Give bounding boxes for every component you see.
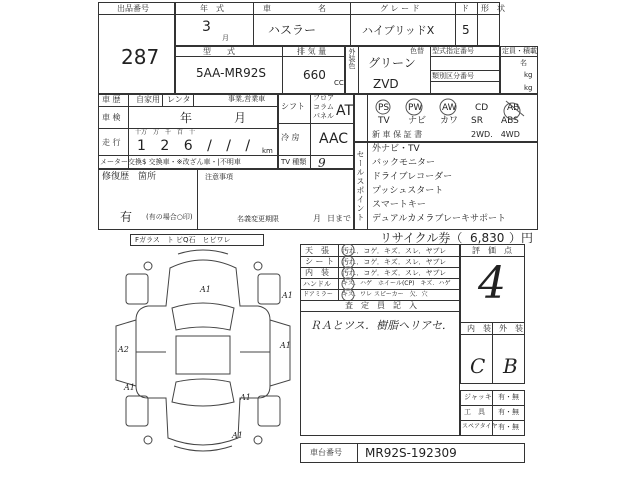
equip-pw: PW [408, 103, 423, 113]
gaiso-label-2: 外 装 [499, 324, 523, 333]
month-unit: 月 [222, 34, 229, 42]
shift-value: AT [336, 103, 354, 119]
car-name: ハスラー [268, 23, 317, 37]
hyoka-score: 4 [478, 258, 506, 309]
sales-point-item: プッシュスタート [372, 186, 444, 196]
glass-label: Fガラス ト ビQ石 ヒビワレ [135, 236, 231, 244]
sateii-note: ＲＡとツス．樹脂ヘリアセ． [310, 319, 453, 332]
kg-unit-1: kg [524, 71, 533, 79]
headlight [254, 262, 262, 270]
kg-unit-2: kg [524, 84, 533, 92]
recycle-label: リサイクル券（ [380, 231, 463, 245]
meigi-month: 月 [313, 214, 321, 223]
sales-point-label: セールスポイント [356, 150, 365, 222]
meigi-label: 名義変更期限 [237, 215, 279, 223]
color-code: ZVD [373, 77, 399, 91]
color-change-label: 色替 [410, 47, 424, 55]
color-value: グリーン [368, 56, 416, 70]
wheel [258, 274, 280, 304]
equip-abs: ABS [501, 116, 519, 126]
gaiso-value: B [503, 354, 518, 378]
cond-opts: 汚れ．コゲ．キズ．スレ．ヤブレ [342, 247, 447, 255]
tool-value: 有・無 [498, 393, 519, 401]
shitei-label: 型式指定番号 [432, 47, 474, 55]
jigyo-label: 事業,営業車 [228, 95, 266, 103]
cond-label: 内 装 [305, 268, 329, 277]
roof [176, 336, 230, 374]
damage-mark: A1 [232, 431, 243, 440]
cond-circles [340, 244, 380, 300]
wheel [258, 396, 280, 426]
teiin-label: 定員・積載 [502, 47, 537, 55]
circle-mark [440, 99, 456, 115]
taillight [254, 436, 262, 444]
equip-sr: SR [471, 116, 483, 126]
damage-mark: A1 [240, 393, 251, 402]
tool-value: 有・無 [498, 408, 519, 416]
nin-unit: 名 [520, 59, 527, 67]
taillight [144, 436, 152, 444]
recycle-yen: ）円 [509, 231, 534, 245]
nen-label: 年 [180, 111, 193, 125]
tv-value: 9 [318, 156, 326, 170]
tool-label: ジャッキ [464, 393, 492, 401]
mei-label: 名 [318, 4, 326, 13]
equip-navi: ナビ [408, 116, 427, 126]
column-opt: コラム [313, 103, 334, 111]
hosho-label: 新 車 保 証 書 [372, 130, 423, 139]
ac-value: AAC [319, 131, 349, 147]
cond-label: ドアミラー [303, 291, 333, 298]
hyoka-label: 評 価 点 [472, 246, 512, 255]
sales-point-item: 外ナビ・TV [372, 144, 420, 154]
equip-kawa: カワ [440, 116, 459, 126]
repair-note: (有の場合○印) [146, 213, 193, 221]
circle-mark [342, 267, 354, 279]
meigi-day: 日まで [327, 214, 351, 223]
rear-window [172, 379, 234, 406]
cond-opts: 汚れ．コゲ．キズ．スレ．ヤブレ [342, 258, 447, 266]
grade-label: グ レ ー ド [380, 4, 420, 13]
wheel [126, 274, 148, 304]
tool-label: 工 具 [464, 408, 485, 416]
repair-label: 修復歴 箇所 [102, 172, 157, 182]
circle-mark [342, 256, 354, 268]
shaken-label: 車 検 [102, 113, 121, 122]
chassis-label: 車台番号 [310, 448, 342, 457]
wheel [126, 396, 148, 426]
naiso-label: 内 装 [467, 324, 491, 333]
damage-mark: A1 [124, 383, 135, 392]
kata-value: 5AA-MR92S [196, 66, 267, 80]
lot-number: 287 [121, 45, 160, 69]
circle-mark [376, 100, 390, 114]
tool-label: スペアタイヤ [462, 423, 498, 430]
recycle-amount: 6,830 [470, 231, 505, 245]
tsuki-label: 月 [234, 111, 247, 125]
panel-opt: パネル [313, 112, 334, 120]
mileage-value: 1 2 6 / / / [137, 138, 256, 154]
cond-label: 天 張 [305, 246, 329, 255]
sales-point-item: バックモニター [372, 158, 436, 168]
sales-point-item: スマートキー [372, 200, 426, 210]
gaiso-label: 外装色 [348, 48, 356, 69]
tool-value: 有・無 [498, 423, 519, 431]
cond-opts: 汚れ．コゲ．キズ．スレ．ヤブレ [342, 269, 447, 277]
door-value: 5 [462, 23, 470, 37]
equip-ps: PS [378, 103, 390, 113]
digits-head: 十万 万 千 百 十 [135, 129, 196, 136]
floor-opt: フロア [313, 94, 334, 102]
haiki-value: 660 [303, 68, 326, 82]
circle-mark [406, 99, 422, 115]
cond-label: ハンドル [303, 280, 331, 288]
sales-point-item: ドライブレコーダー [372, 172, 453, 182]
tv-label: TV 種類 [281, 158, 307, 166]
equip-tv: TV [378, 116, 390, 126]
headlight [144, 262, 152, 270]
shift-label: シフト [281, 102, 305, 111]
car-diagram [108, 246, 298, 458]
equip-circles [354, 94, 538, 142]
soko-label: 走 行 [102, 138, 121, 147]
chuki-label: 注意事項 [205, 173, 233, 181]
circle-mark [342, 244, 354, 256]
katachi-label: 形 状 [481, 4, 505, 13]
meter-opts: $ 交換車・※改ざん車・|不明車 [142, 158, 241, 166]
damage-mark: A1 [280, 341, 291, 350]
side-panel-right [270, 320, 290, 386]
damage-mark: A1 [200, 285, 211, 294]
circle-mark [342, 289, 354, 300]
km-unit: km [262, 147, 273, 155]
kata-label: 型 式 [203, 47, 235, 56]
damage-mark: A1 [282, 291, 293, 300]
damage-mark: A2 [118, 345, 129, 354]
cc-unit: CC [334, 79, 344, 87]
drive-value: 2WD. 4WD [471, 130, 520, 139]
chassis-value: MR92S-192309 [365, 446, 457, 460]
cond-opts: キズ．ハゲ ホイール(CP) キズ．ハゲ [342, 280, 451, 287]
shareki-label: 車 歴 [102, 95, 121, 104]
front-bumper [178, 250, 228, 254]
meter-label: メーター交換 [100, 158, 142, 166]
year-value: 3 [202, 19, 211, 35]
sha-label: 車 [263, 4, 271, 13]
reibo-label: 冷 房 [281, 133, 300, 142]
naiso-value: C [470, 354, 486, 378]
grade-value: ハイブリッドX [362, 24, 435, 37]
equip-ab: AB [507, 103, 520, 113]
sateii-label: 査 定 員 記 入 [345, 301, 417, 310]
cond-label: シ ー ト [305, 257, 335, 266]
door-label: ド [461, 4, 469, 13]
nenshiki-label: 年 式 [200, 4, 224, 13]
rear-bumper [174, 446, 232, 451]
jikayo-label: 自家用 [136, 95, 160, 104]
ruibetsu-label: 類別区分番号 [432, 72, 474, 80]
repair-value: 有 [120, 210, 133, 224]
circle-mark [342, 278, 354, 290]
haiki-label: 排 気 量 [297, 47, 327, 56]
rental-label: レンタ [167, 95, 191, 104]
equip-aw: AW [442, 103, 457, 113]
sales-point-item: デュアルカメラブレーキサポート [372, 214, 507, 224]
windshield [172, 303, 234, 330]
lot-label: 出品番号 [117, 4, 149, 13]
cond-opts: キズ．ワレ スピーカー 欠．穴 [342, 291, 428, 298]
equip-cd: CD [475, 103, 489, 113]
